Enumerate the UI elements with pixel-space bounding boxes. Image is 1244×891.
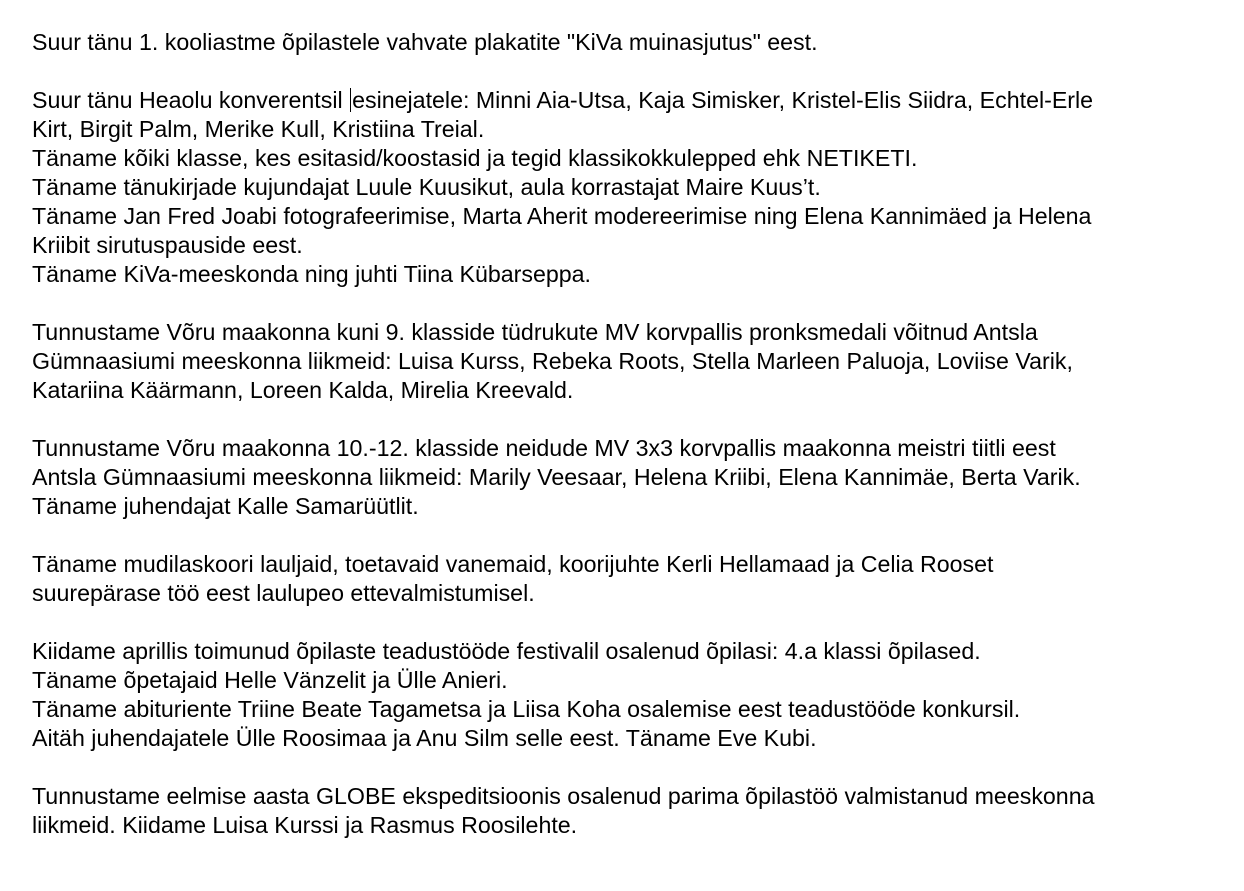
document-body[interactable] xyxy=(32,28,1232,840)
paragraph-poster-thanks xyxy=(32,28,1232,57)
text-line: Gümnaasiumi meeskonna liikmeid: Luisa Kurss, Rebeka Roots, Stella Marleen Paluoja, Loviise Varik, xyxy=(32,348,1073,374)
text-line: Aitäh juhendajatele Ülle Roosimaa ja Anu Silm selle eest. Täname Eve Kubi. xyxy=(32,725,817,751)
text-line: Täname juhendajat Kalle Samarüütlit. xyxy=(32,493,419,519)
text-line: Täname õpetajaid Helle Vänzelit ja Ülle Anieri. xyxy=(32,667,508,693)
paragraph-wellbeing-conference xyxy=(32,86,1232,289)
text-line: Suur tänu 1. kooliastme õpilastele vahvate plakatite "KiVa muinasjutus" eest. xyxy=(32,29,818,55)
text-line: Kirt, Birgit Palm, Merike Kull, Kristiina Treial. xyxy=(32,116,485,142)
text-line: Kiidame aprillis toimunud õpilaste teadustööde festivalil osalenud õpilasi: 4.a klassi õpilased. xyxy=(32,638,981,664)
text-line: liikmeid. Kiidame Luisa Kurssi ja Rasmus Roosilehte. xyxy=(32,812,578,838)
text-line: Antsla Gümnaasiumi meeskonna liikmeid: Marily Veesaar, Helena Kriibi, Elena Kannimäe, Berta Varik. xyxy=(32,464,1081,490)
paragraph-choir xyxy=(32,550,1232,608)
text-line: Tunnustame Võru maakonna 10.-12. klasside neidude MV 3x3 korvpallis maakonna meistri tiitli eest xyxy=(32,435,1056,461)
text-line: Täname kõiki klasse, kes esitasid/koostasid ja tegid klassikokkulepped ehk NETIKETI. xyxy=(32,145,918,171)
text-cursor xyxy=(350,88,351,112)
paragraph-research-festival xyxy=(32,637,1232,753)
text-line: Katariina Käärmann, Loreen Kalda, Mirelia Kreevald. xyxy=(32,377,574,403)
paragraph-globe-expedition xyxy=(32,782,1232,840)
paragraph-basketball-bronze xyxy=(32,318,1232,405)
text-line: Tunnustame Võru maakonna kuni 9. klasside tüdrukute MV korvpallis pronksmedali võitnud Antsla xyxy=(32,319,1038,345)
text-line: Täname Jan Fred Joabi fotografeerimise, Marta Aherit modereerimise ning Elena Kannimäed ja Helena xyxy=(32,203,1092,229)
text-segment: esinejatele: Minni Aia-Utsa, Kaja Simisker, Kristel-Elis Siidra, Echtel-Erle xyxy=(352,87,1094,113)
text-line: Tunnustame eelmise aasta GLOBE ekspeditsioonis osalenud parima õpilastöö valmistanud meeskonna xyxy=(32,783,1095,809)
paragraph-basketball-champions xyxy=(32,434,1232,521)
text-line xyxy=(32,86,1232,115)
text-line: Täname tänukirjade kujundajat Luule Kuusikut, aula korrastajat Maire Kuus’t. xyxy=(32,174,821,200)
text-line: Täname mudilaskoori lauljaid, toetavaid vanemaid, koorijuhte Kerli Hellamaad ja Celia Rooset xyxy=(32,551,994,577)
text-line: Täname abituriente Triine Beate Tagametsa ja Liisa Koha osalemise eest teadustööde konkursil. xyxy=(32,696,1021,722)
text-line: suurepärase töö eest laulupeo ettevalmistumisel. xyxy=(32,580,535,606)
text-line: Kriibit sirutuspauside eest. xyxy=(32,232,303,258)
text-line: Täname KiVa-meeskonda ning juhti Tiina Kübarseppa. xyxy=(32,261,591,287)
text-segment: Suur tänu Heaolu konverentsil xyxy=(32,87,350,113)
